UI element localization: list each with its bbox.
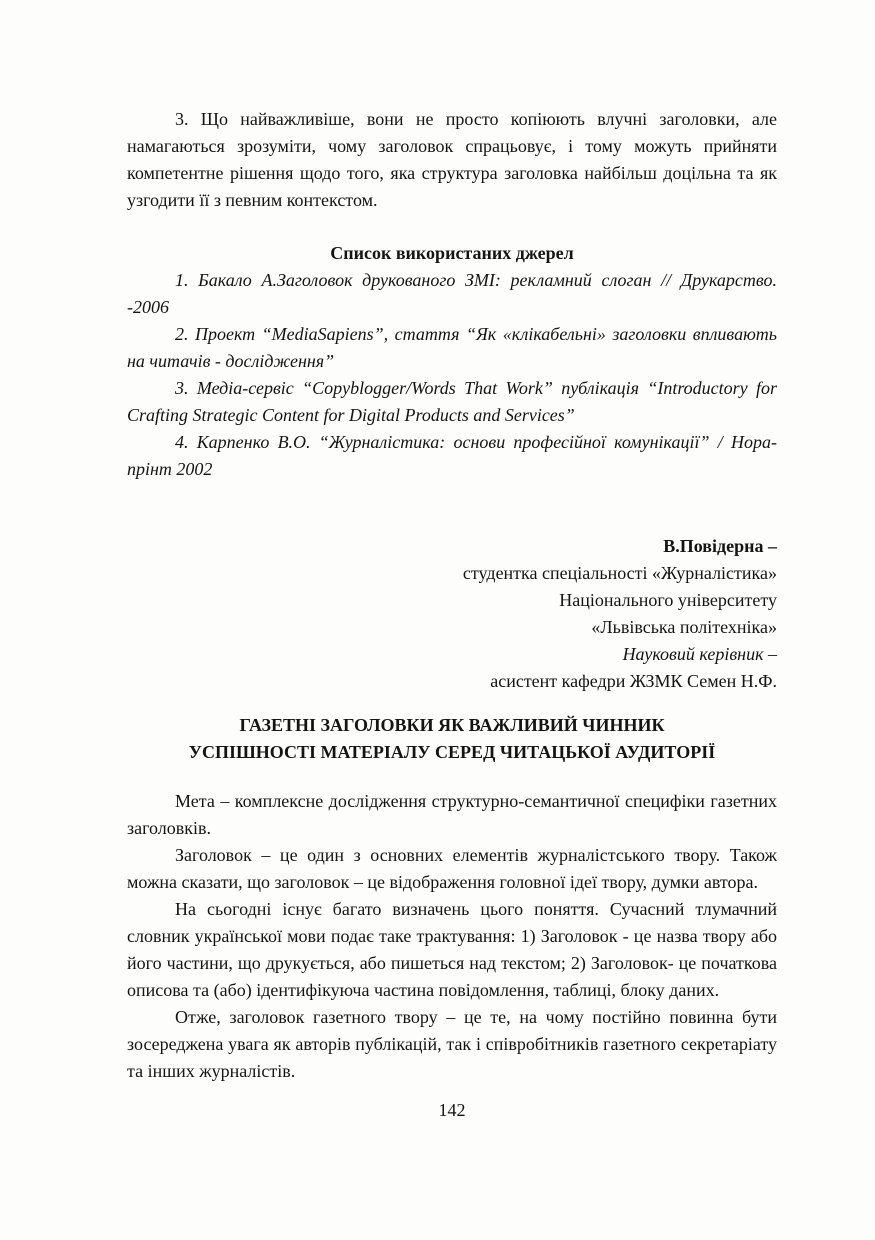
supervisor-label: Науковий керівник – [622, 644, 777, 664]
body-paragraph: Отже, заголовок газетного твору – це те, на чому постійно повинна бути зосереджена увага як авторів публікацій, так і співробітників газетного секретаріату та інших журналістів. [127, 1007, 777, 1081]
author-line: Національного університету [559, 590, 777, 610]
article-title-line: ГАЗЕТНІ ЗАГОЛОВКИ ЯК ВАЖЛИВИЙ ЧИННИК [239, 715, 665, 735]
reference-item: 4. Карпенко В.О. “Журналістика: основи професійної комунікації” / Нора- прінт 2002 [127, 432, 777, 479]
lead-paragraph: 3. Що найважливіше, вони не просто копіюють влучні заголовки, але намагаються зрозуміти, чому заголовок спрацьовує, і тому можуть прийняти компетентне рішення щодо того, яка структура заголовка найбільш доцільна та як узгодити її з певним контекстом. [127, 109, 777, 210]
references-heading: Список використаних джерел [330, 243, 574, 263]
body-paragraph: На сьогодні існує багато визначень цього поняття. Сучасний тлумачний словник української мови подає таке трактування: 1) Заголовок - це назва твору або його частини, що друкується, або пишеться над текстом; 2) Заголовок- це початкова описова та (або) ідентифікуюча частина повідомлення, таблиці, блоку даних. [127, 899, 777, 1000]
reference-item: 1. Бакало А.Заголовок друкованого ЗМІ: рекламний слоган // Друкарство. -2006 [127, 270, 777, 317]
article-title-line: УСПІШНОСТІ МАТЕРІАЛУ СЕРЕД ЧИТАЦЬКОЇ АУДИТОРІЇ [188, 742, 716, 762]
author-line: студентка спеціальності «Журналістика» [462, 563, 777, 583]
reference-item: 2. Проект “MediaSapiens”, стаття “Як «клікабельні» заголовки впливають на читачів - дослідження” [127, 324, 777, 371]
body-paragraph: Заголовок – це один з основних елементів журналістського твору. Також можна сказати, що заголовок – це відображення головної ідеї твору, думки автора. [127, 845, 777, 892]
author-name: В.Повідерна – [663, 536, 777, 556]
author-line: «Львівська політехніка» [591, 617, 777, 637]
reference-item: 3. Медіа-сервіс “Copyblogger/Words That Work” публікація “Introductory for Crafting Strategic Content for Digital Products and Services” [127, 378, 777, 425]
body-paragraph: Мета – комплексне дослідження структурно-семантичної специфіки газетних заголовків. [127, 791, 777, 838]
page-content [127, 106, 777, 1124]
author-block [127, 533, 777, 695]
page-number: 142 [438, 1100, 466, 1120]
article-title [127, 712, 777, 766]
supervisor-line: асистент кафедри ЖЗМК Семен Н.Ф. [490, 671, 777, 691]
